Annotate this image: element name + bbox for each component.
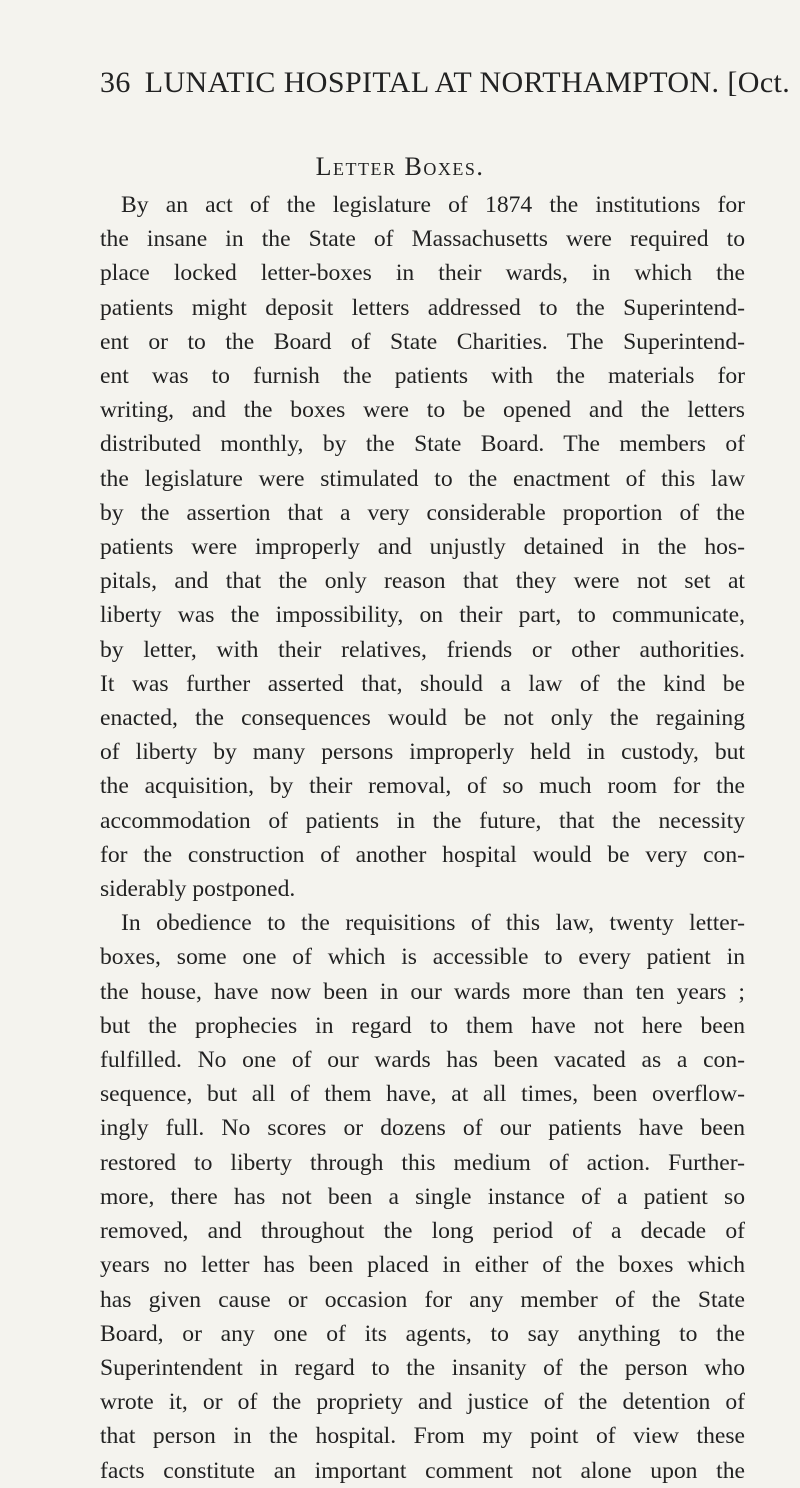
header-month: [Oct. [727, 66, 791, 99]
text-line: Superintendent in regard to the insanity of the person who [100, 1354, 745, 1381]
text-line: liberty was the impossibility, on their part, to communicate, [100, 602, 745, 629]
text-line: more, there has not been a single instance of a patient so [100, 1183, 745, 1210]
running-header [100, 66, 791, 100]
text-line: sequence, but all of them have, at all times, been overflow- [100, 1081, 745, 1108]
text-line: place locked letter-boxes in their wards, in which the [100, 260, 745, 287]
text-line: for the construction of another hospital would be very con- [100, 841, 745, 868]
text-line: ingly full. No scores or dozens of our patients have been [100, 1115, 745, 1142]
text-line: distributed monthly, by the State Board. The members of [100, 431, 745, 458]
text-line: the acquisition, by their removal, of so much room for the [100, 773, 745, 800]
page-number: 36 [100, 66, 131, 99]
running-title: LUNATIC HOSPITAL AT NORTHAMPTON. [144, 66, 720, 99]
text-line: the legislature were stimulated to the enactment of this law [100, 465, 745, 492]
text-line: accommodation of patients in the future, that the necessity [100, 807, 745, 834]
text-line: but the prophecies in regard to them have not here been [100, 1012, 745, 1039]
text-line: boxes, some one of which is accessible to every patient in [100, 944, 745, 971]
text-line: patients might deposit letters addressed to the Superintend- [100, 294, 745, 321]
text-line: restored to liberty through this medium of action. Further- [100, 1149, 745, 1176]
text-line: by the assertion that a very considerable proportion of the [100, 499, 745, 526]
text-line: of liberty by many persons improperly held in custody, but [100, 739, 745, 766]
text-line: ent was to furnish the patients with the materials for [100, 363, 745, 390]
text-line: Board, or any one of its agents, to say anything to the [100, 1320, 745, 1347]
text-line: ent or to the Board of State Charities. The Superintend- [100, 328, 745, 355]
text-line: In obedience to the requisitions of this law, twenty letter- [121, 910, 745, 937]
text-line: It was further asserted that, should a law of the kind be [100, 670, 745, 697]
text-line: wrote it, or of the propriety and justice of the detention of [100, 1389, 745, 1416]
text-line: removed, and throughout the long period of a decade of [100, 1218, 745, 1245]
text-line: by letter, with their relatives, friends or other authorities. [100, 636, 745, 663]
text-line: siderably postponed. [100, 876, 296, 903]
text-line: writing, and the boxes were to be opened and the letters [100, 397, 745, 424]
text-line: enacted, the consequences would be not only the regaining [100, 705, 745, 732]
text-line: fulfilled. No one of our wards has been vacated as a con- [100, 1047, 745, 1074]
text-line: patients were improperly and unjustly detained in the hos- [100, 534, 745, 561]
text-line: By an act of the legislature of 1874 the institutions for [121, 192, 745, 218]
text-line: the insane in the State of Massachusetts were required to [100, 226, 745, 253]
text-line: the house, have now been in our wards more than ten years ; [100, 978, 745, 1005]
section-title: Letter Boxes. [315, 152, 485, 181]
text-line: facts constitute an important comment not alone upon the [100, 1457, 745, 1484]
text-line: pitals, and that the only reason that they were not set at [100, 568, 745, 595]
text-line: that person in the hospital. From my point of view these [100, 1423, 745, 1450]
text-line: has given cause or occasion for any member of the State [100, 1286, 745, 1313]
body-text [100, 188, 745, 1488]
text-line: years no letter has been placed in either of the boxes which [100, 1252, 745, 1279]
